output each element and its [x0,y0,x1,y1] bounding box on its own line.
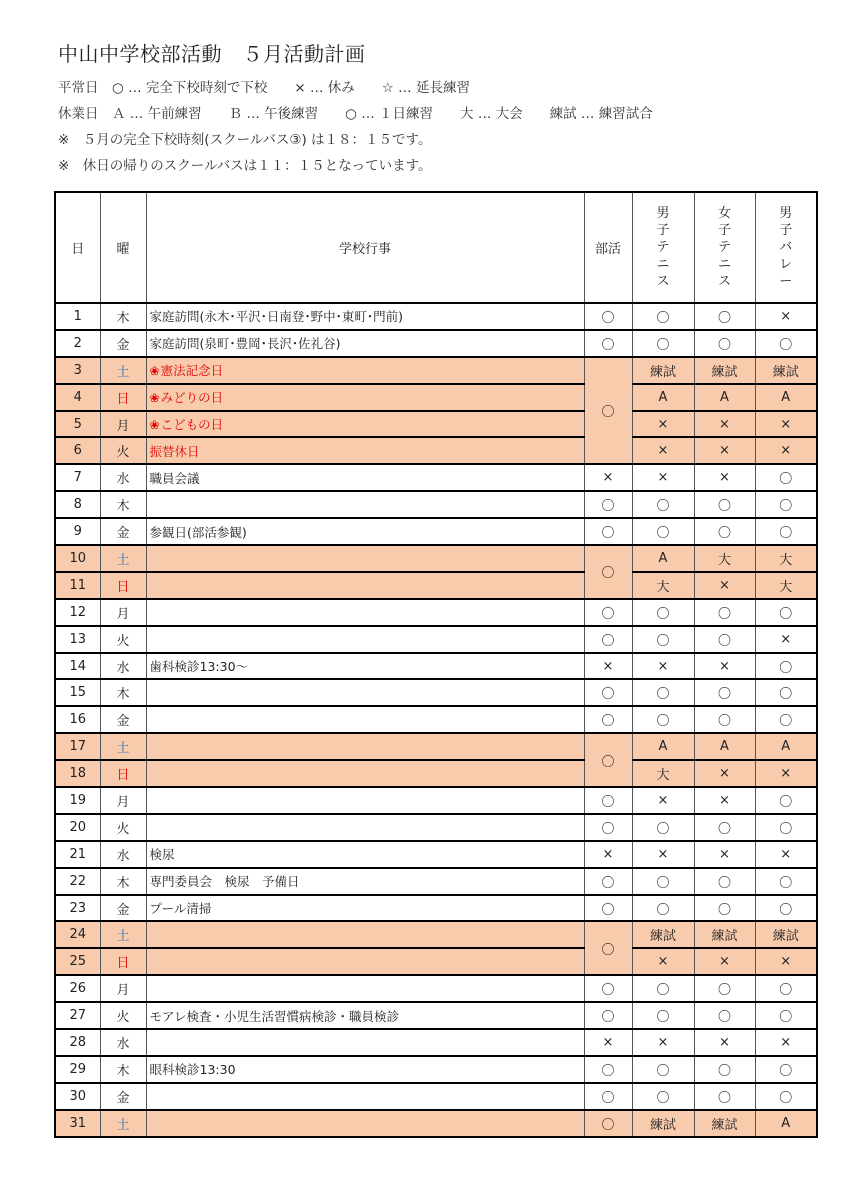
table-row [55,975,817,1002]
event-text: みどりの日 [160,390,224,406]
holiday-flag-icon: ❀ [149,364,160,379]
table-row [55,868,817,895]
day-cell: 31 [55,1110,100,1137]
event-cell [146,1083,584,1110]
event-cell [146,303,584,330]
table-row [55,572,817,599]
day-cell: 13 [55,626,100,653]
event-text: 家庭訪問(永木･平沢･日南登･野中･東町･門前) [149,309,404,325]
boys-volley-cell: × [755,626,817,653]
weekday-cell: 月 [100,975,146,1002]
weekday-cell: 水 [100,464,146,491]
day-cell: 12 [55,599,100,626]
club-cell: 〇 [584,518,632,545]
event-cell [146,518,584,545]
day-cell: 18 [55,760,100,787]
weekday-cell: 月 [100,787,146,814]
boys-tennis-cell: 〇 [632,518,694,545]
boys-tennis-cell: 〇 [632,491,694,518]
boys-tennis-cell: 練試 [632,921,694,948]
boys-volley-cell: 〇 [755,599,817,626]
weekday-cell: 日 [100,948,146,975]
header-girls-tennis [694,192,755,303]
weekday-cell: 火 [100,626,146,653]
weekday-cell: 土 [100,357,146,384]
girls-tennis-cell: × [694,572,755,599]
club-cell: 〇 [584,357,632,465]
event-text: 憲法記念日 [160,363,224,379]
weekday-cell: 火 [100,814,146,841]
boys-volley-cell: 〇 [755,814,817,841]
club-cell: 〇 [584,895,632,922]
event-cell [146,868,584,895]
girls-tennis-cell: 〇 [694,975,755,1002]
girls-tennis-cell: 〇 [694,330,755,357]
girls-tennis-cell: 〇 [694,706,755,733]
event-cell [146,653,584,680]
table-row [55,1056,817,1083]
holiday-flag-icon: ❀ [149,418,160,432]
legend-holiday: 休業日 Ａ … 午前練習 Ｂ … 午後練習 ○ … １日練習 大 … 大会 練試 … 練習試合 [58,106,653,122]
weekday-cell: 木 [100,491,146,518]
table-row [55,464,817,491]
weekday-cell: 金 [100,706,146,733]
girls-tennis-cell: 〇 [694,868,755,895]
boys-tennis-cell: 〇 [632,626,694,653]
weekday-cell: 月 [100,411,146,438]
girls-tennis-cell: 〇 [694,599,755,626]
event-cell [146,921,584,948]
girls-tennis-cell: 練試 [694,357,755,384]
girls-tennis-cell: 〇 [694,1056,755,1083]
header-day: 日 [55,192,100,303]
day-cell: 1 [55,303,100,330]
weekday-cell: 日 [100,760,146,787]
note-bus-time: ※ ５月の完全下校時刻(スクールバス③) は１８：１５です。 [58,132,432,148]
boys-volley-cell: A [755,733,817,760]
day-cell: 17 [55,733,100,760]
event-cell [146,948,584,975]
boys-volley-cell: × [755,948,817,975]
boys-tennis-cell: 大 [632,572,694,599]
event-cell [146,626,584,653]
header-boys-tennis-label: 男子テニス [656,206,670,289]
table-body [55,303,817,1137]
day-cell: 21 [55,841,100,868]
girls-tennis-cell: 〇 [694,1002,755,1029]
header-event: 学校行事 [146,192,584,303]
boys-volley-cell: × [755,760,817,787]
boys-tennis-cell: 〇 [632,599,694,626]
weekday-cell: 木 [100,1056,146,1083]
day-cell: 20 [55,814,100,841]
header-girls-tennis-label: 女子テニス [717,206,731,289]
club-cell: 〇 [584,545,632,599]
table-row [55,411,817,438]
boys-volley-cell: 練試 [755,921,817,948]
club-cell: 〇 [584,303,632,330]
club-cell: 〇 [584,868,632,895]
weekday-cell: 木 [100,868,146,895]
boys-tennis-cell: × [632,787,694,814]
table-row [55,895,817,922]
table-row [55,626,817,653]
event-text: 振替休日 [149,443,200,459]
girls-tennis-cell: 〇 [694,814,755,841]
boys-tennis-cell: 〇 [632,1056,694,1083]
event-cell [146,491,584,518]
boys-volley-cell: A [755,384,817,411]
event-text: 歯科検診13:30～ [149,659,249,675]
boys-volley-cell: 大 [755,572,817,599]
event-cell [146,545,584,572]
boys-tennis-cell: 練試 [632,1110,694,1137]
boys-volley-cell: × [755,437,817,464]
event-cell [146,330,584,357]
boys-tennis-cell: 〇 [632,1002,694,1029]
club-cell: 〇 [584,975,632,1002]
event-cell [146,841,584,868]
boys-volley-cell: 〇 [755,653,817,680]
club-cell: 〇 [584,1056,632,1083]
table-row [55,491,817,518]
boys-tennis-cell: 〇 [632,679,694,706]
event-cell [146,814,584,841]
table-row [55,760,817,787]
girls-tennis-cell: × [694,437,755,464]
event-cell [146,760,584,787]
club-cell: 〇 [584,679,632,706]
girls-tennis-cell: 〇 [694,518,755,545]
weekday-cell: 金 [100,895,146,922]
boys-volley-cell: 〇 [755,679,817,706]
day-cell: 28 [55,1029,100,1056]
table-row [55,437,817,464]
weekday-cell: 水 [100,653,146,680]
weekday-cell: 水 [100,1029,146,1056]
boys-volley-cell: × [755,303,817,330]
girls-tennis-cell: 〇 [694,895,755,922]
boys-volley-cell: 〇 [755,895,817,922]
day-cell: 9 [55,518,100,545]
table-row [55,1029,817,1056]
event-cell [146,1029,584,1056]
boys-tennis-cell: A [632,733,694,760]
club-cell: 〇 [584,599,632,626]
table-header-row [55,192,817,303]
club-cell: 〇 [584,921,632,975]
day-cell: 27 [55,1002,100,1029]
header-club: 部活 [584,192,632,303]
boys-volley-cell: × [755,841,817,868]
event-cell [146,975,584,1002]
boys-tennis-cell: 〇 [632,1083,694,1110]
event-text: 職員会議 [149,470,200,486]
boys-tennis-cell: × [632,1029,694,1056]
day-cell: 25 [55,948,100,975]
boys-tennis-cell: × [632,841,694,868]
boys-volley-cell: 〇 [755,464,817,491]
boys-volley-cell: 大 [755,545,817,572]
weekday-cell: 日 [100,572,146,599]
girls-tennis-cell: 〇 [694,679,755,706]
day-cell: 26 [55,975,100,1002]
event-cell [146,1002,584,1029]
event-text: 検尿 [149,847,175,863]
event-text: こどもの日 [160,417,224,432]
girls-tennis-cell: 〇 [694,626,755,653]
day-cell: 15 [55,679,100,706]
event-cell [146,437,584,464]
weekday-cell: 土 [100,921,146,948]
weekday-cell: 金 [100,330,146,357]
day-cell: 5 [55,411,100,438]
boys-tennis-cell: 〇 [632,895,694,922]
event-cell [146,895,584,922]
boys-volley-cell: 〇 [755,975,817,1002]
boys-tennis-cell: 〇 [632,975,694,1002]
table-row [55,1083,817,1110]
activity-schedule-table [54,191,818,1138]
table-row [55,303,817,330]
header-weekday: 曜 [100,192,146,303]
event-cell [146,411,584,438]
event-cell [146,679,584,706]
girls-tennis-cell: × [694,411,755,438]
club-cell: 〇 [584,1002,632,1029]
weekday-cell: 月 [100,599,146,626]
table-row [55,921,817,948]
table-row [55,841,817,868]
boys-tennis-cell: 〇 [632,868,694,895]
event-text: 専門委員会 検尿 予備日 [149,874,300,890]
header-boys-volley [755,192,817,303]
event-cell [146,733,584,760]
girls-tennis-cell: × [694,653,755,680]
event-cell [146,357,584,384]
table-row [55,599,817,626]
table-row [55,814,817,841]
club-cell: 〇 [584,787,632,814]
event-text: モアレ検査・小児生活習慣病検診・職員検診 [149,1008,400,1024]
event-text: 家庭訪問(泉町･豊岡･長沢･佐礼谷) [149,336,341,352]
table-row [55,1002,817,1029]
table-row [55,518,817,545]
table-row [55,330,817,357]
event-cell [146,1110,584,1137]
day-cell: 3 [55,357,100,384]
day-cell: 10 [55,545,100,572]
boys-tennis-cell: × [632,653,694,680]
boys-tennis-cell: 練試 [632,357,694,384]
boys-tennis-cell: 〇 [632,706,694,733]
event-cell [146,1056,584,1083]
girls-tennis-cell: 練試 [694,921,755,948]
day-cell: 30 [55,1083,100,1110]
boys-volley-cell: 〇 [755,868,817,895]
girls-tennis-cell: 〇 [694,491,755,518]
girls-tennis-cell: × [694,787,755,814]
weekday-cell: 木 [100,679,146,706]
boys-volley-cell: × [755,411,817,438]
boys-tennis-cell: × [632,464,694,491]
weekday-cell: 金 [100,1083,146,1110]
weekday-cell: 火 [100,437,146,464]
club-cell: 〇 [584,1083,632,1110]
weekday-cell: 水 [100,841,146,868]
header-boys-tennis [632,192,694,303]
event-cell [146,787,584,814]
boys-tennis-cell: × [632,411,694,438]
boys-tennis-cell: × [632,948,694,975]
note-holiday-bus: ※ 休日の帰りのスクールバスは１１：１５となっています。 [58,158,432,174]
weekday-cell: 金 [100,518,146,545]
boys-volley-cell: 〇 [755,1002,817,1029]
boys-volley-cell: 〇 [755,330,817,357]
club-cell: 〇 [584,706,632,733]
club-cell: 〇 [584,491,632,518]
girls-tennis-cell: × [694,1029,755,1056]
event-cell [146,384,584,411]
girls-tennis-cell: 大 [694,545,755,572]
day-cell: 19 [55,787,100,814]
girls-tennis-cell: × [694,841,755,868]
header-boys-volley-label: 男子バレー [779,206,793,289]
page-title: 中山中学校部活動 ５月活動計画 [58,42,366,66]
legend-weekday: 平常日 ○ … 完全下校時刻で下校 × … 休み ☆ … 延長練習 [58,80,470,96]
club-cell: × [584,1029,632,1056]
club-cell: × [584,841,632,868]
boys-tennis-cell: × [632,437,694,464]
boys-volley-cell: 〇 [755,1083,817,1110]
table-row [55,1110,817,1137]
table-row [55,357,817,384]
club-cell: 〇 [584,626,632,653]
club-cell: × [584,464,632,491]
day-cell: 23 [55,895,100,922]
weekday-cell: 木 [100,303,146,330]
girls-tennis-cell: × [694,464,755,491]
boys-volley-cell: 〇 [755,518,817,545]
event-cell [146,599,584,626]
club-cell: 〇 [584,330,632,357]
event-text: 眼科検診13:30 [149,1062,236,1078]
girls-tennis-cell: 練試 [694,1110,755,1137]
day-cell: 29 [55,1056,100,1083]
event-cell [146,464,584,491]
day-cell: 6 [55,437,100,464]
event-cell [146,706,584,733]
table-row [55,787,817,814]
weekday-cell: 土 [100,733,146,760]
club-cell: 〇 [584,814,632,841]
holiday-flag-icon: ❀ [149,391,160,406]
day-cell: 22 [55,868,100,895]
boys-tennis-cell: 〇 [632,330,694,357]
event-text: 参観日(部活参観) [149,524,247,540]
day-cell: 8 [55,491,100,518]
boys-volley-cell: × [755,1029,817,1056]
boys-volley-cell: 〇 [755,706,817,733]
club-cell: 〇 [584,733,632,787]
table-row [55,384,817,411]
boys-tennis-cell: 〇 [632,814,694,841]
girls-tennis-cell: 〇 [694,1083,755,1110]
boys-volley-cell: 〇 [755,1056,817,1083]
event-cell [146,572,584,599]
boys-tennis-cell: A [632,384,694,411]
weekday-cell: 土 [100,545,146,572]
day-cell: 14 [55,653,100,680]
boys-tennis-cell: 〇 [632,303,694,330]
day-cell: 2 [55,330,100,357]
table-row [55,733,817,760]
weekday-cell: 火 [100,1002,146,1029]
boys-volley-cell: 〇 [755,787,817,814]
table-row [55,948,817,975]
table-row [55,706,817,733]
club-cell: 〇 [584,1110,632,1137]
day-cell: 4 [55,384,100,411]
girls-tennis-cell: A [694,384,755,411]
club-cell: × [584,653,632,680]
girls-tennis-cell: × [694,948,755,975]
day-cell: 7 [55,464,100,491]
weekday-cell: 土 [100,1110,146,1137]
day-cell: 11 [55,572,100,599]
girls-tennis-cell: 〇 [694,303,755,330]
day-cell: 16 [55,706,100,733]
day-cell: 24 [55,921,100,948]
boys-volley-cell: 練試 [755,357,817,384]
boys-tennis-cell: A [632,545,694,572]
boys-volley-cell: A [755,1110,817,1137]
table-row [55,653,817,680]
girls-tennis-cell: A [694,733,755,760]
boys-volley-cell: 〇 [755,491,817,518]
girls-tennis-cell: × [694,760,755,787]
table-row [55,545,817,572]
table-row [55,679,817,706]
event-text: プール清掃 [149,901,212,917]
boys-tennis-cell: 大 [632,760,694,787]
weekday-cell: 日 [100,384,146,411]
